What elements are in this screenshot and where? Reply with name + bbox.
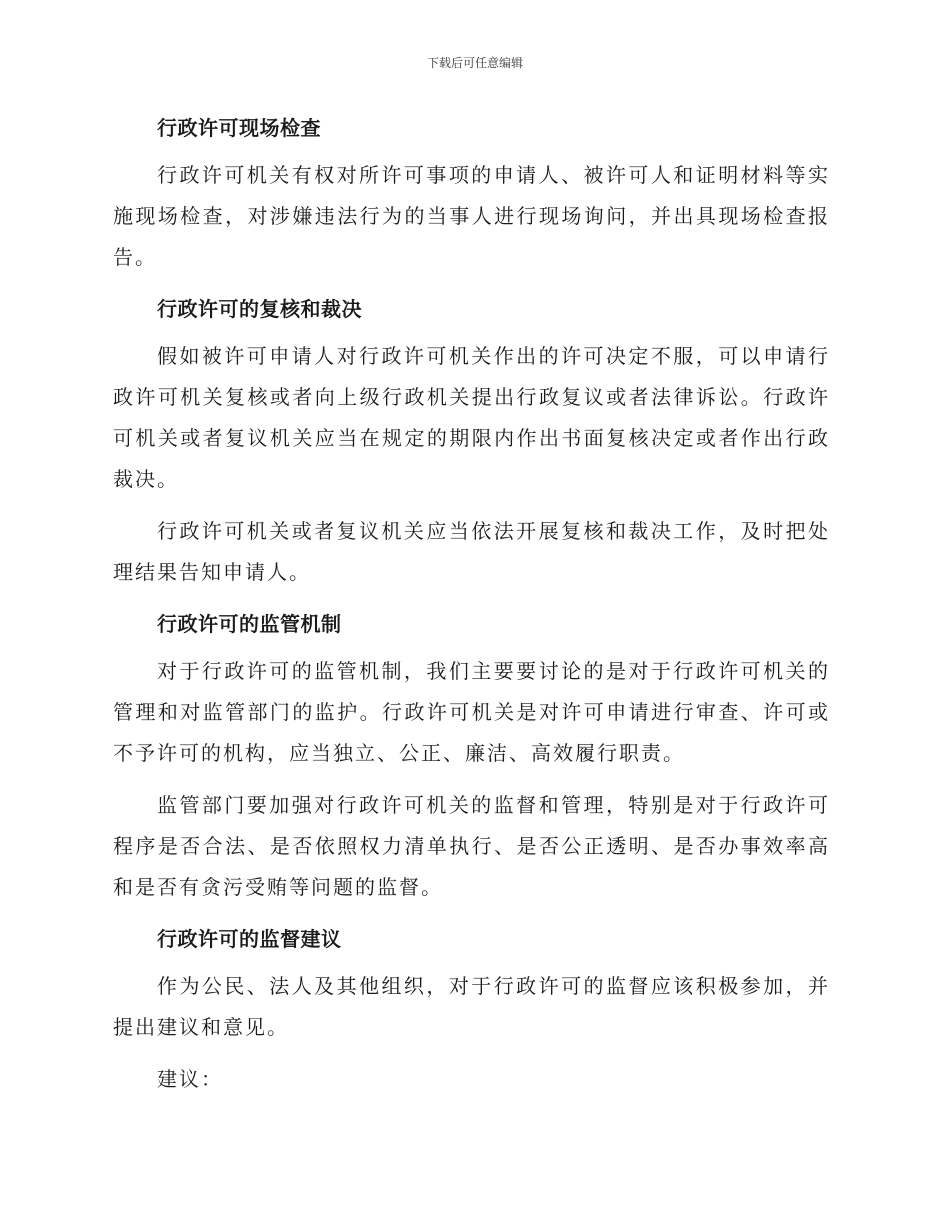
section-supervision-suggestions	[113, 919, 830, 1100]
body-paragraph: 作为公民、法人及其他组织，对于行政许可的监督应该积极参加，并提出建议和意见。	[113, 974, 830, 1039]
section-heading: 行政许可的监督建议	[157, 927, 342, 951]
body-paragraph: 假如被许可申请人对行政许可机关作出的许可决定不服，可以申请行政许可机关复核或者向上级行政机关提出行政复议或者法律诉讼。行政许可机关或者复议机关应当在规定的期限内作出书面复核决定或者作出行政裁决。	[113, 344, 830, 491]
section-heading: 行政许可的监管机制	[157, 612, 342, 636]
header-note: 下载后可任意编辑	[426, 56, 523, 70]
document-body	[113, 108, 830, 1100]
section-review-and-ruling	[113, 289, 830, 593]
section-heading: 行政许可的复核和裁决	[157, 297, 362, 321]
section-onsite-inspection	[113, 108, 830, 278]
body-paragraph: 监管部门要加强对行政许可机关的监督和管理，特别是对于行政许可程序是否合法、是否依照权力清单执行、是否公正透明、是否办事效率高和是否有贪污受贿等问题的监督。	[113, 793, 830, 899]
body-paragraph: 建议：	[157, 1067, 223, 1091]
section-heading: 行政许可现场检查	[157, 116, 321, 140]
section-supervision-mechanism	[113, 604, 830, 908]
body-paragraph: 行政许可机关有权对所许可事项的申请人、被许可人和证明材料等实施现场检查，对涉嫌违法行为的当事人进行现场询问，并出具现场检查报告。	[113, 163, 830, 269]
body-paragraph: 对于行政许可的监管机制，我们主要要讨论的是对于行政许可机关的管理和对监管部门的监护。行政许可机关是对许可申请进行审查、许可或不予许可的机构，应当独立、公正、廉洁、高效履行职责。	[113, 659, 830, 765]
body-paragraph: 行政许可机关或者复议机关应当依法开展复核和裁决工作，及时把处理结果告知申请人。	[113, 519, 830, 584]
